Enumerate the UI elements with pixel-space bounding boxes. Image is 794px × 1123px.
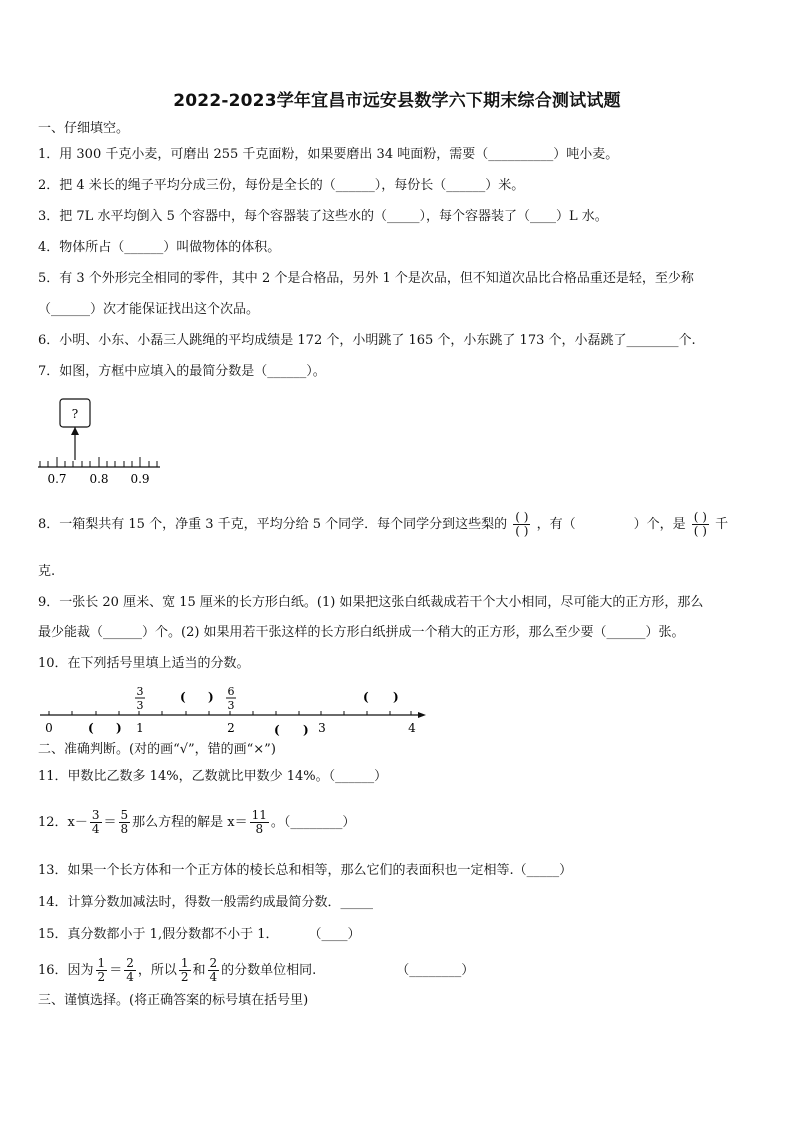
question-16: 16．因为 $\frac{1}{2}$ ＝ $\frac{2}{4}$ ，所以 $\frac{1}{2}$ 和 $\frac{2}{4}$ 的分数单位相同. （________）	[38, 956, 475, 984]
question-10: 10．在下列括号里填上适当的分数。	[38, 656, 250, 671]
question-2: 2．把 4 米长的绳子平均分成三份，每份是全长的（______），每份长（______）米。	[38, 178, 525, 193]
number-line-ticks	[40, 457, 157, 467]
arrow-icon	[418, 712, 426, 718]
tick-label-0: 0	[45, 721, 53, 735]
q8-text-1: 8．一箱梨共有 15 个，净重 3 千克，平均分给 5 个同学．每个同学分到这些梨的	[38, 517, 508, 532]
fraction: $\frac{5}{8}$	[120, 808, 129, 836]
fraction: $\frac{2}{4}$	[126, 956, 134, 984]
fraction-blank: $\frac{( )}{( )}$	[515, 510, 529, 538]
tick-label-4: 4	[408, 721, 416, 735]
q10-number-line-figure	[36, 684, 436, 738]
tick-label-0.9: 0.9	[130, 472, 150, 486]
fraction: $\frac{3}{4}$	[91, 808, 100, 836]
question-12: 12．x－ $\frac{3}{4}$ ＝ $\frac{5}{8}$ 那么方程的解是 x＝ $\frac{11}{8}$ 。（________）	[38, 808, 356, 836]
arrow-icon	[71, 427, 79, 435]
question-7: 7．如图，方框中应填入的最简分数是（______）。	[38, 364, 326, 379]
blank-paren-above-2-close: )	[393, 690, 399, 704]
q7-number-line-figure	[36, 394, 166, 490]
question-15: 15．真分数都小于 1,假分数都不小于 1． （____）	[38, 927, 361, 942]
question-14: 14．计算分数加减法时，得数一般需约成最简分数．_____	[38, 895, 374, 910]
question-11: 11．甲数比乙数多 14%，乙数就比甲数少 14%。（______）	[38, 769, 388, 784]
tick-label-0.8: 0.8	[89, 472, 109, 486]
tick-label-2: 2	[227, 721, 235, 735]
question-4: 4．物体所占（______）叫做物体的体积。	[38, 240, 281, 255]
blank-paren-below-1: (	[88, 721, 94, 735]
fraction: $\frac{1}{2}$	[180, 956, 189, 984]
tick-label-3: 3	[318, 721, 326, 735]
section-1-heading: 一、仔细填空。	[38, 121, 130, 136]
fraction: $\frac{2}{4}$	[209, 956, 218, 984]
q8-text-2: ，有（	[536, 517, 576, 532]
question-8	[38, 508, 728, 542]
question-9-line-1: 9．一张长 20 厘米、宽 15 厘米的长方形白纸。(1) 如果把这张白纸裁成若干个大小相同，尽可能大的正方形，那么	[38, 595, 704, 610]
question-3: 3．把 7L 水平均倒入 5 个容器中，每个容器装了这些水的（_____），每个容器装了（____）L 水。	[38, 209, 608, 224]
question-9-line-2: 最少能裁（______）个。(2) 如果用若干张这样的长方形白纸拼成一个稍大的正方形，那么至少要（______）张。	[38, 625, 685, 640]
q8-text-3: ）个，是	[633, 517, 686, 532]
question-13: 13．如果一个长方体和一个正方体的棱长总和相等，那么它们的表面积也一定相等.（_____）	[38, 863, 573, 878]
blank-paren-above-2: (	[363, 690, 369, 704]
blank-paren-below-2-close: )	[303, 723, 309, 737]
question-5-line-2: （______）次才能保证找出这个次品。	[38, 302, 260, 317]
fraction-6-3-num: 6	[227, 685, 235, 698]
tick-label-0.7: 0.7	[47, 472, 67, 486]
blank-paren-below-2: (	[274, 723, 280, 737]
fraction-blank: $\frac{( )}{( )}$	[693, 510, 707, 538]
fraction-3-3-num: 3	[136, 685, 144, 698]
q8-text-4: 千	[715, 517, 729, 532]
fraction-6-3-den: 3	[227, 699, 235, 712]
section-3-heading: 三、谨慎选择。(将正确答案的标号填在括号里)	[38, 993, 309, 1008]
page-title: 2022-2023学年宜昌市远安县数学六下期末综合测试试题	[173, 91, 621, 111]
blank-paren-above-1: (	[180, 690, 186, 704]
question-8-line-2: 克.	[38, 564, 56, 579]
question-5-line-1: 5．有 3 个外形完全相同的零件，其中 2 个是合格品，另外 1 个是次品，但不知道次品比合格品重还是轻，至少称	[38, 271, 694, 286]
tick-label-1: 1	[136, 721, 144, 735]
question-6: 6．小明、小东、小磊三人跳绳的平均成绩是 172 个，小明跳了 165 个，小东跳了 173 个，小磊跳了________个.	[38, 333, 696, 348]
fraction: $\frac{1}{2}$	[97, 956, 106, 984]
answer-box-label: ?	[71, 407, 79, 421]
fraction-3-3-den: 3	[136, 699, 144, 712]
fraction: $\frac{11}{8}$	[251, 808, 267, 836]
question-1: 1．用 300 千克小麦，可磨出 255 千克面粉，如果要磨出 34 吨面粉，需要（__________）吨小麦。	[38, 147, 619, 162]
section-2-heading: 二、准确判断。(对的画“√”，错的画“×”)	[38, 742, 276, 757]
blank-paren-below-1-close: )	[116, 721, 122, 735]
blank-paren-above-1-close: )	[208, 690, 214, 704]
